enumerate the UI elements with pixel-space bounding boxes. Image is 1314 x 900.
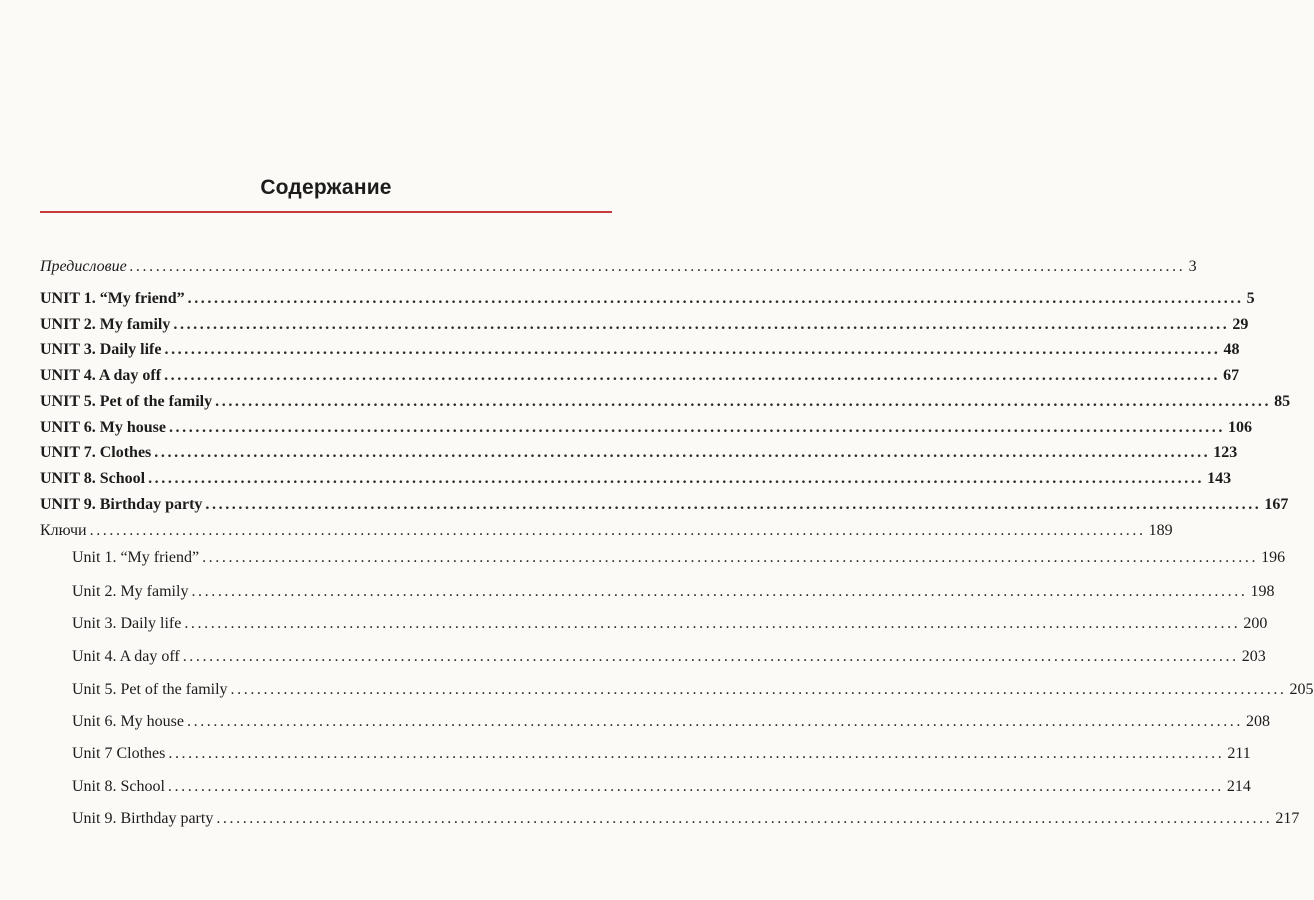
toc-entry-label: UNIT 6. My house	[40, 419, 166, 436]
leader-dots: ................................................................................................................................................................	[168, 745, 1225, 762]
toc-entry-unit-4[interactable]	[40, 365, 1240, 387]
toc-entry-page: 167	[1264, 496, 1289, 513]
toc-entry-page: 189	[1148, 522, 1173, 539]
toc-entry-page: 196	[1261, 549, 1286, 566]
toc-entry-label: UNIT 9. Birthday party	[40, 496, 203, 513]
toc-entry-label: Unit 7 Clothes	[72, 745, 166, 762]
leader-dots: ................................................................................................................................................................	[164, 367, 1221, 384]
toc-entry-label: Unit 4. A day off	[72, 648, 180, 665]
toc-entry-page: 5	[1246, 290, 1255, 307]
leader-dots: ................................................................................................................................................................	[191, 583, 1248, 600]
toc-subentry-unit-9[interactable]	[72, 808, 1300, 830]
leader-dots: ................................................................................................................................................................	[167, 778, 1224, 795]
toc-subentry-unit-3[interactable]	[72, 613, 1268, 635]
page-title: Содержание	[260, 176, 392, 199]
leader-dots: ................................................................................................................................................................	[202, 549, 1259, 566]
toc-entry-label: UNIT 3. Daily life	[40, 341, 162, 358]
toc-entry-label: UNIT 8. School	[40, 470, 146, 487]
leader-dots: ................................................................................................................................................................	[129, 258, 1186, 275]
toc-entry-page: 85	[1274, 393, 1291, 410]
leader-dots: ................................................................................................................................................................	[230, 681, 1287, 698]
toc-entry-page: 205	[1289, 681, 1314, 698]
toc-entry-page: 67	[1223, 367, 1240, 384]
toc-entry-page: 200	[1243, 615, 1268, 632]
toc-subentry-unit-2[interactable]	[72, 581, 1275, 603]
toc-entry-label: Unit 1. “My friend”	[72, 549, 200, 566]
toc-entry-page: 106	[1227, 419, 1252, 436]
leader-dots: ................................................................................................................................................................	[148, 470, 1205, 487]
toc-entry-page: 211	[1227, 745, 1251, 762]
toc-entry-unit-3[interactable]	[40, 339, 1240, 361]
toc-entry-page: 3	[1188, 258, 1197, 275]
toc-entry-label: Ключи	[40, 522, 87, 539]
toc-entry-label: UNIT 2. My family	[40, 316, 171, 333]
leader-dots: ................................................................................................................................................................	[173, 316, 1230, 333]
toc-entry-label: Unit 6. My house	[72, 713, 184, 730]
toc-entry-unit-8[interactable]	[40, 468, 1232, 490]
toc-entry-page: 217	[1275, 810, 1300, 827]
leader-dots: ................................................................................................................................................................	[164, 341, 1221, 358]
leader-dots: ................................................................................................................................................................	[215, 393, 1272, 410]
toc-entry-page: 29	[1232, 316, 1249, 333]
toc-subentry-unit-1[interactable]	[72, 547, 1286, 569]
toc-entry-label: Unit 9. Birthday party	[72, 810, 214, 827]
toc-entry-page: 198	[1250, 583, 1275, 600]
leader-dots: ................................................................................................................................................................	[89, 522, 1146, 539]
leader-dots: ................................................................................................................................................................	[205, 496, 1262, 513]
leader-dots: ................................................................................................................................................................	[154, 444, 1211, 461]
toc-entry-label: Unit 2. My family	[72, 583, 189, 600]
toc-subentry-unit-8[interactable]	[72, 776, 1251, 798]
leader-dots: ................................................................................................................................................................	[216, 810, 1273, 827]
leader-dots: ................................................................................................................................................................	[168, 419, 1225, 436]
toc-entry-page: 48	[1223, 341, 1240, 358]
toc-entry-label: Unit 3. Daily life	[72, 615, 182, 632]
leader-dots: ................................................................................................................................................................	[182, 648, 1239, 665]
toc-entry-page: 208	[1246, 713, 1270, 730]
toc-entry-page: 214	[1226, 778, 1251, 795]
toc-entry-label: UNIT 1. “My friend”	[40, 290, 185, 307]
toc-entry-label: UNIT 7. Clothes	[40, 444, 152, 461]
title-underline	[40, 211, 612, 213]
toc-entry-label: Unit 8. School	[72, 778, 165, 795]
toc-entry-preface[interactable]	[40, 256, 1197, 278]
leader-dots: ................................................................................................................................................................	[184, 615, 1241, 632]
leader-dots: ................................................................................................................................................................	[187, 713, 1243, 730]
toc-subentry-unit-4[interactable]	[72, 646, 1266, 668]
toc-entry-unit-5[interactable]	[40, 391, 1291, 413]
toc-entry-label: Unit 5. Pet of the family	[72, 681, 228, 698]
toc-entry-unit-9[interactable]	[40, 494, 1289, 516]
toc-entry-unit-2[interactable]	[40, 314, 1249, 336]
toc-subentry-unit-7[interactable]	[72, 743, 1251, 765]
toc-subentry-unit-6[interactable]	[72, 711, 1270, 733]
toc-subentry-unit-5[interactable]	[72, 679, 1314, 701]
toc-entry-page: 123	[1213, 444, 1238, 461]
toc-entry-page: 203	[1241, 648, 1266, 665]
leader-dots: ................................................................................................................................................................	[187, 290, 1244, 307]
toc-entry-unit-6[interactable]	[40, 417, 1252, 439]
toc-entry-keys[interactable]	[40, 520, 1173, 542]
toc-entry-unit-7[interactable]	[40, 442, 1238, 464]
toc-entry-label: Предисловие	[40, 258, 127, 275]
toc-entry-page: 143	[1207, 470, 1232, 487]
toc-entry-label: UNIT 4. A day off	[40, 367, 162, 384]
toc-entry-unit-1[interactable]	[40, 288, 1255, 310]
toc-entry-label: UNIT 5. Pet of the family	[40, 393, 213, 410]
